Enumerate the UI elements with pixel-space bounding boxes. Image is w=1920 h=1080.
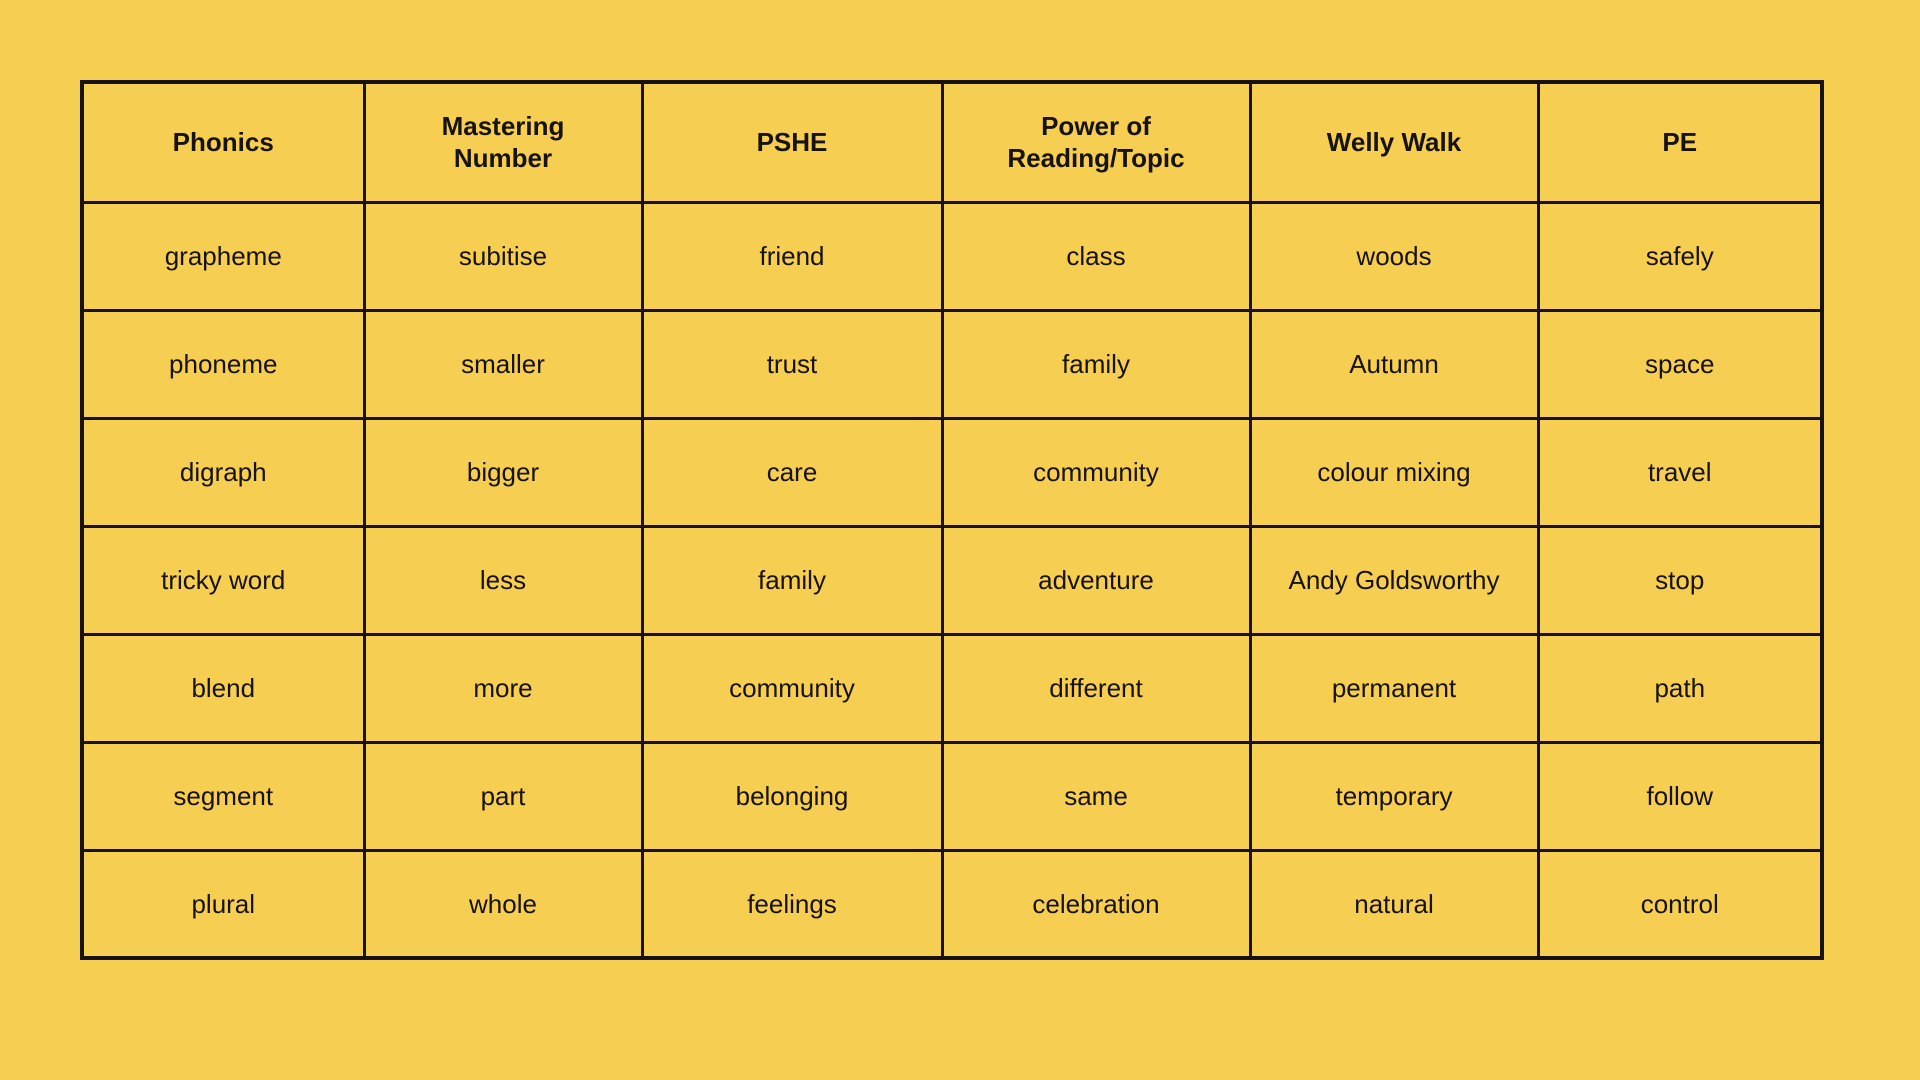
table-cell: subitise	[364, 202, 642, 310]
table-row	[82, 742, 1822, 850]
column-header-line: Mastering	[441, 110, 565, 141]
table-cell: trust	[642, 310, 942, 418]
column-header-line: Welly Walk	[1326, 127, 1462, 157]
table-cell: family	[942, 310, 1250, 418]
column-header-line: Number	[453, 143, 553, 174]
column-header-phonics	[82, 82, 364, 202]
table-cell: follow	[1538, 742, 1822, 850]
table-cell: feelings	[642, 850, 942, 958]
table-cell: friend	[642, 202, 942, 310]
table-cell: phoneme	[82, 310, 364, 418]
table-row	[82, 418, 1822, 526]
table-cell: control	[1538, 850, 1822, 958]
table-cell: community	[642, 634, 942, 742]
table-cell: same	[942, 742, 1250, 850]
table-body	[82, 202, 1822, 958]
table-cell: belonging	[642, 742, 942, 850]
column-header-mastering-number	[364, 82, 642, 202]
table-row	[82, 634, 1822, 742]
table-cell: colour mixing	[1250, 418, 1538, 526]
table-cell: travel	[1538, 418, 1822, 526]
table-cell: class	[942, 202, 1250, 310]
table-cell: smaller	[364, 310, 642, 418]
table-cell: less	[364, 526, 642, 634]
table-row	[82, 850, 1822, 958]
table-cell: part	[364, 742, 642, 850]
table-header-row	[82, 82, 1822, 202]
table-cell: blend	[82, 634, 364, 742]
table-cell: space	[1538, 310, 1822, 418]
table-cell: natural	[1250, 850, 1538, 958]
table-cell: Andy Goldsworthy	[1250, 526, 1538, 634]
table-header	[82, 82, 1822, 202]
column-header-line: PE	[1662, 127, 1698, 157]
table-cell: path	[1538, 634, 1822, 742]
column-header-power-of-reading-topic	[942, 82, 1250, 202]
table-cell: different	[942, 634, 1250, 742]
table-cell: permanent	[1250, 634, 1538, 742]
table-cell: bigger	[364, 418, 642, 526]
column-header-line: Reading/Topic	[1007, 143, 1185, 174]
table-cell: temporary	[1250, 742, 1538, 850]
table-row	[82, 202, 1822, 310]
table-cell: grapheme	[82, 202, 364, 310]
table-cell: segment	[82, 742, 364, 850]
table-cell: woods	[1250, 202, 1538, 310]
table-cell: tricky word	[82, 526, 364, 634]
vocabulary-table	[80, 80, 1824, 960]
table-cell: more	[364, 634, 642, 742]
table-cell: safely	[1538, 202, 1822, 310]
table-cell: community	[942, 418, 1250, 526]
column-header-welly-walk	[1250, 82, 1538, 202]
table-cell: digraph	[82, 418, 364, 526]
table-row	[82, 526, 1822, 634]
vocabulary-table-container	[80, 80, 1820, 960]
table-cell: Autumn	[1250, 310, 1538, 418]
column-header-line: Phonics	[172, 127, 274, 157]
table-cell: family	[642, 526, 942, 634]
column-header-pshe	[642, 82, 942, 202]
table-cell: whole	[364, 850, 642, 958]
table-cell: stop	[1538, 526, 1822, 634]
column-header-line: PSHE	[756, 127, 828, 157]
column-header-line: Power of	[1041, 110, 1151, 141]
table-cell: plural	[82, 850, 364, 958]
table-row	[82, 310, 1822, 418]
table-cell: adventure	[942, 526, 1250, 634]
table-cell: celebration	[942, 850, 1250, 958]
column-header-pe	[1538, 82, 1822, 202]
table-cell: care	[642, 418, 942, 526]
